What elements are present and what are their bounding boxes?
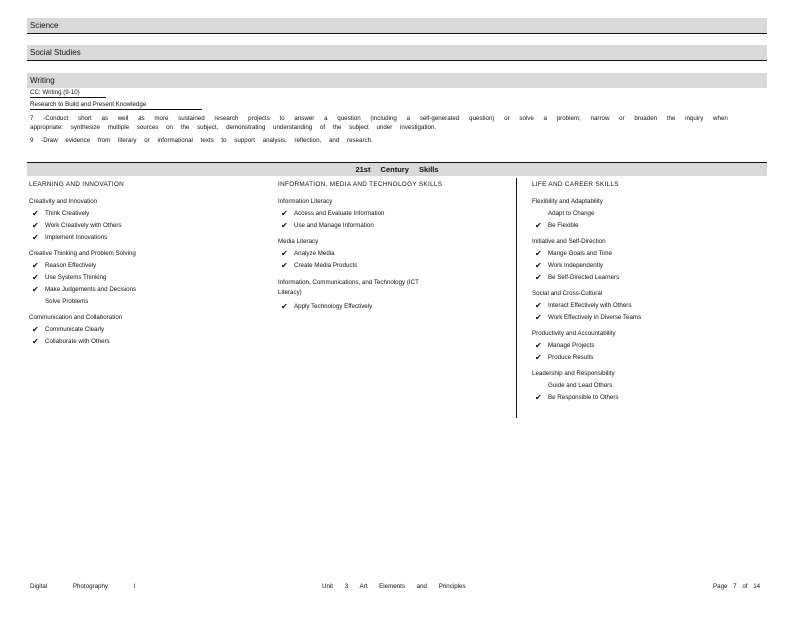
skills-column-life-career bbox=[532, 181, 762, 403]
skill-item-label: Adapt to Change bbox=[548, 209, 595, 217]
check-icon: ✔ bbox=[32, 208, 39, 218]
skill-item-label: Access and Evaluate Information bbox=[294, 209, 385, 217]
skill-item bbox=[29, 283, 269, 295]
skill-item bbox=[29, 231, 269, 243]
skills-title-bar bbox=[27, 163, 767, 176]
skill-item bbox=[532, 271, 762, 283]
skill-item-label: Work Creatively with Others bbox=[45, 221, 122, 229]
skill-item-label: Guide and Lead Others bbox=[548, 381, 613, 389]
social-studies-heading: Social Studies bbox=[30, 48, 81, 57]
underline bbox=[30, 97, 106, 98]
skill-group-title: Communication and Collaboration bbox=[29, 314, 123, 321]
skill-item bbox=[29, 323, 269, 335]
check-icon: ✔ bbox=[32, 272, 39, 282]
check-icon: ✔ bbox=[535, 352, 542, 362]
skill-item-label: Work Effectively in Diverse Teams bbox=[548, 313, 642, 321]
footer-course: Digital Photography I bbox=[30, 583, 136, 590]
skill-item bbox=[29, 295, 269, 307]
skill-group-title: Creativity and Innovation bbox=[29, 198, 98, 205]
skill-item-label: Use Systems Thinking bbox=[45, 273, 107, 281]
skill-item bbox=[532, 311, 762, 323]
skill-group-title: Media Literacy bbox=[278, 238, 319, 245]
writing-section-bar bbox=[27, 73, 767, 88]
skill-item-label: Manage Projects bbox=[548, 341, 595, 349]
check-icon: ✔ bbox=[32, 336, 39, 346]
skill-item-label: Apply Technology Effectively bbox=[294, 302, 373, 310]
skill-item-label: Analyze Media bbox=[294, 249, 335, 257]
skill-group-title: Leadership and Responsibility bbox=[532, 370, 615, 377]
skill-item bbox=[29, 207, 269, 219]
skill-item-label: Solve Problems bbox=[45, 297, 89, 305]
common-core-label: CC: Writing (9-10) bbox=[30, 89, 80, 96]
skill-item bbox=[278, 219, 514, 231]
skill-item bbox=[278, 300, 514, 312]
skill-item bbox=[278, 207, 514, 219]
skill-item bbox=[532, 299, 762, 311]
check-icon: ✔ bbox=[32, 260, 39, 270]
science-heading: Science bbox=[30, 21, 59, 30]
check-icon: ✔ bbox=[32, 232, 39, 242]
check-icon: ✔ bbox=[535, 272, 542, 282]
skill-item-label: Use and Manage Information bbox=[294, 221, 374, 229]
check-icon: ✔ bbox=[32, 324, 39, 334]
skill-item-label: Collaborate with Others bbox=[45, 337, 110, 345]
skill-group-title: Information Literacy bbox=[278, 198, 333, 205]
skill-item-label: Produce Results bbox=[548, 353, 594, 361]
skill-item-label: Think Creatively bbox=[45, 209, 90, 217]
standard-7-line-2: appropriate; synthesize multiple sources on the subject, demonstrating understanding of the subject under investigation. bbox=[30, 124, 437, 131]
check-icon: ✔ bbox=[32, 284, 39, 294]
check-icon: ✔ bbox=[535, 312, 542, 322]
column-divider bbox=[516, 178, 517, 418]
skill-item bbox=[532, 379, 762, 391]
skill-group-title: Social and Cross-Cultural bbox=[532, 290, 603, 297]
check-icon: ✔ bbox=[535, 300, 542, 310]
skill-item-label: Be Self-Directed Learners bbox=[548, 273, 620, 281]
writing-heading: Writing bbox=[30, 76, 55, 85]
skills-column-learning bbox=[29, 181, 269, 347]
skill-item bbox=[532, 351, 762, 363]
check-icon: ✔ bbox=[535, 248, 542, 258]
skill-item bbox=[278, 247, 514, 259]
check-icon: ✔ bbox=[32, 220, 39, 230]
skill-item-label: Mange Goals and Time bbox=[548, 249, 612, 257]
skill-item bbox=[278, 259, 514, 271]
skill-item bbox=[532, 339, 762, 351]
strand-label: Research to Build and Present Knowledge bbox=[30, 101, 147, 108]
skill-item-label: Make Judgements and Decisions bbox=[45, 285, 137, 293]
check-icon: ✔ bbox=[535, 260, 542, 270]
check-icon: ✔ bbox=[281, 220, 288, 230]
skill-group-title: Productivity and Accountability bbox=[532, 330, 616, 337]
column-heading: INFORMATION, MEDIA AND TECHNOLOGY SKILLS bbox=[278, 181, 443, 188]
check-icon: ✔ bbox=[281, 301, 288, 311]
skill-item-label: Communicate Clearly bbox=[45, 325, 105, 333]
skill-item bbox=[532, 259, 762, 271]
skill-item-label: Interact Effectively with Others bbox=[548, 301, 632, 309]
footer-unit: Unit 3 Art Elements and Principles bbox=[322, 583, 466, 590]
standard-9: 9 -Draw evidence from literary or informational texts to support analysis, reflection, and research. bbox=[30, 137, 373, 144]
divider bbox=[27, 33, 767, 34]
check-icon: ✔ bbox=[281, 260, 288, 270]
skill-item-label: Be Responsible to Others bbox=[548, 393, 619, 401]
skills-column-information bbox=[278, 181, 514, 312]
skill-item bbox=[532, 219, 762, 231]
column-heading: LEARNING AND INNOVATION bbox=[29, 181, 125, 188]
skill-item bbox=[532, 391, 762, 403]
footer-page-number: Page 7 of 14 bbox=[713, 583, 761, 590]
column-heading: LIFE AND CAREER SKILLS bbox=[532, 181, 619, 188]
check-icon: ✔ bbox=[535, 392, 542, 402]
skill-item bbox=[29, 335, 269, 347]
skill-item bbox=[29, 219, 269, 231]
skill-item-label: Be Flexible bbox=[548, 221, 579, 229]
skill-item-label: Implement Innovations bbox=[45, 233, 108, 241]
check-icon: ✔ bbox=[281, 208, 288, 218]
skill-item bbox=[29, 259, 269, 271]
skill-item-label: Reason Effectively bbox=[45, 261, 97, 269]
science-section-bar bbox=[27, 18, 767, 33]
skill-group-title: Creative Thinking and Problem Solving bbox=[29, 250, 136, 257]
check-icon: ✔ bbox=[535, 220, 542, 230]
skill-item bbox=[532, 207, 762, 219]
skill-item-label: Create Media Products bbox=[294, 261, 358, 269]
check-icon: ✔ bbox=[535, 340, 542, 350]
divider bbox=[27, 60, 767, 61]
skills-title: 21st Century Skills bbox=[355, 165, 439, 174]
underline bbox=[30, 109, 202, 110]
check-icon: ✔ bbox=[281, 248, 288, 258]
skill-item bbox=[532, 247, 762, 259]
social-studies-section-bar bbox=[27, 45, 767, 60]
standard-7-line-1: 7 -Conduct short as well as more sustained research projects to answer a question (including a self-generated question) or solve a problem; narrow or broaden the inquiry when bbox=[30, 115, 728, 122]
skill-group-title: Flexibility and Adaptability bbox=[532, 198, 603, 205]
skill-item-label: Work Independently bbox=[548, 261, 603, 269]
skill-group-title: Information, Communications, and Technology (ICT Literacy) bbox=[278, 279, 419, 296]
skill-item bbox=[29, 271, 269, 283]
skill-group-title: Initiative and Self-Direction bbox=[532, 238, 606, 245]
